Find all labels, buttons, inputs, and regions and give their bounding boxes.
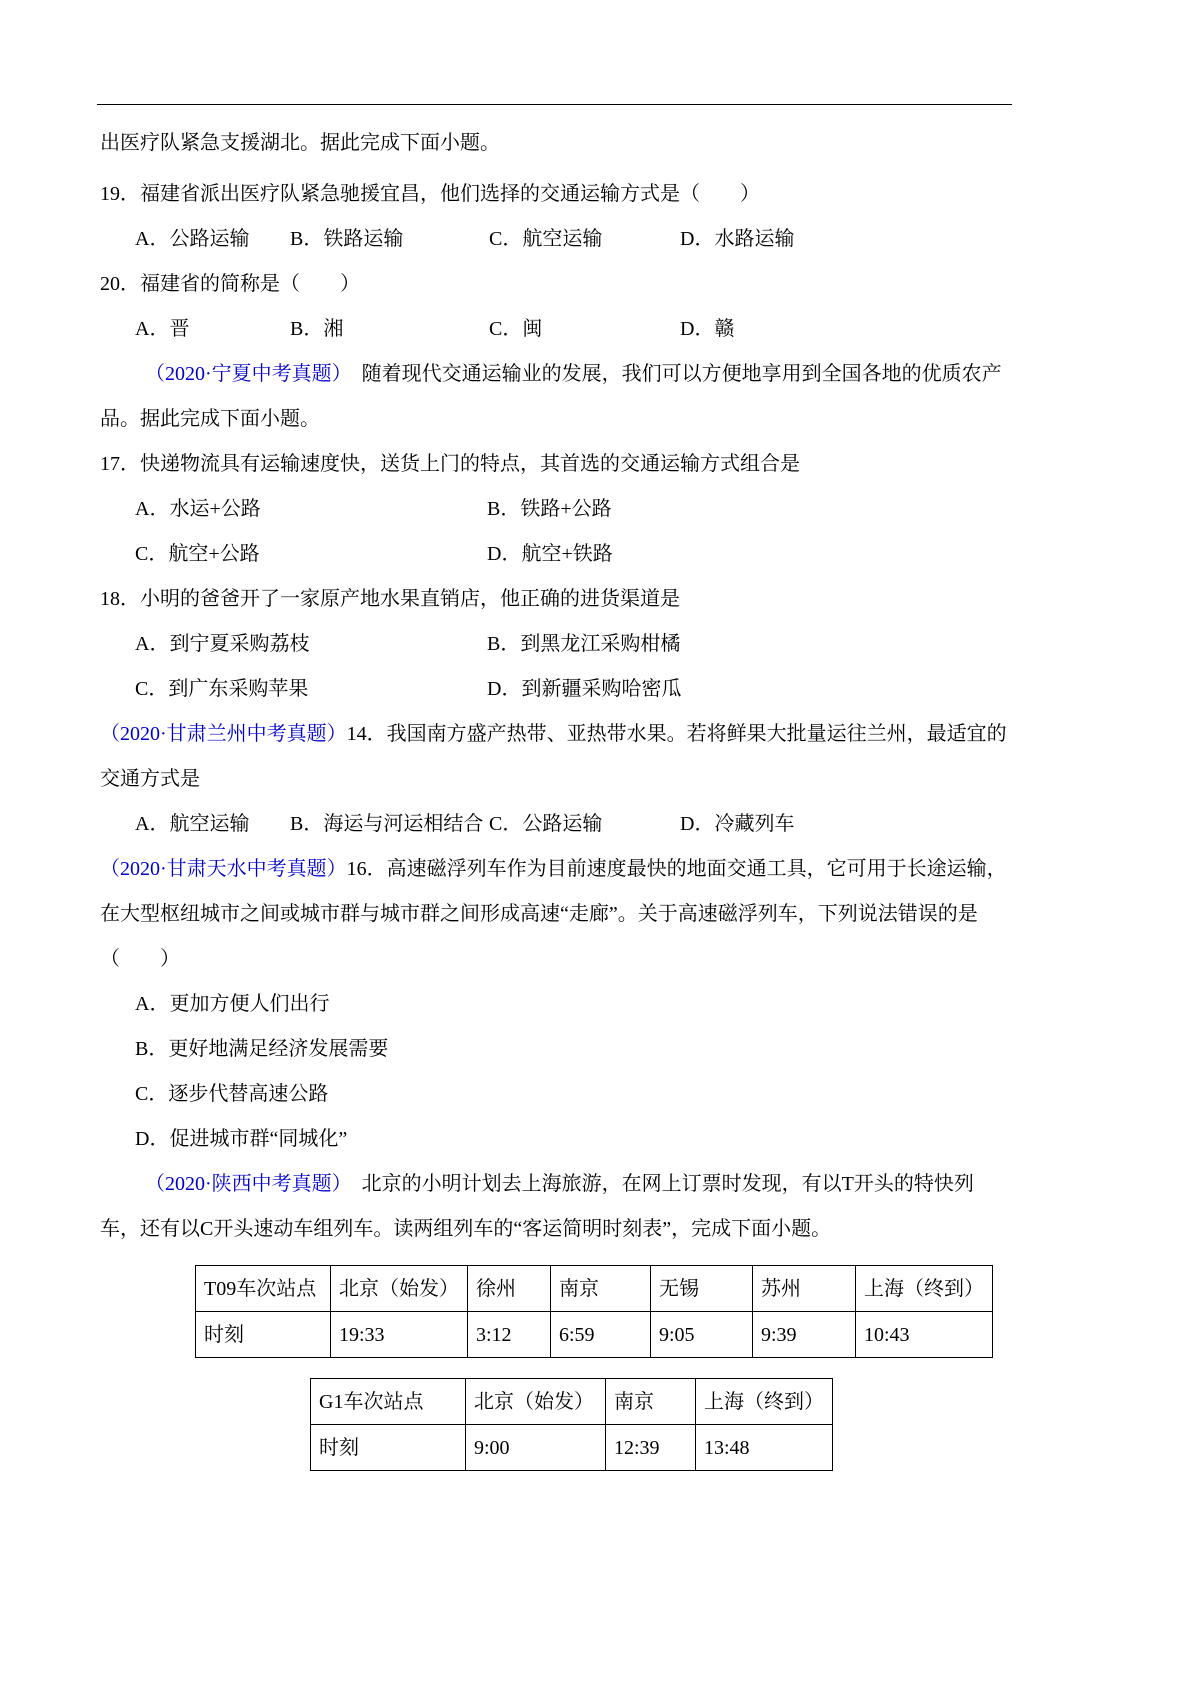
- question-16-option-a: A．更加方便人们出行: [135, 993, 330, 1015]
- option-b: B．到黑龙江采购柑橘: [487, 633, 681, 655]
- t09-times-row: [196, 1312, 993, 1358]
- table-cell: 苏州: [753, 1266, 856, 1312]
- table-cell: 9:00: [466, 1425, 606, 1471]
- table-cell: 南京: [551, 1266, 651, 1312]
- source-tag-lanzhou: （2020·甘肃兰州中考真题）: [100, 723, 347, 745]
- table-cell: 时刻: [311, 1425, 466, 1471]
- table-cell: 徐州: [468, 1266, 551, 1312]
- document-content: [100, 121, 1012, 1471]
- option-b: B．铁路运输: [290, 228, 404, 250]
- ningxia-intro-paragraph: [100, 352, 1012, 442]
- question-17-options-row-2: [100, 532, 1012, 577]
- question-16-option-b: B．更好地满足经济发展需要: [135, 1038, 389, 1060]
- option-b: B．铁路+公路: [487, 498, 612, 520]
- question-19-options: [100, 217, 1012, 262]
- option-a: A．晋: [135, 318, 190, 340]
- source-tag-tianshui: （2020·甘肃天水中考真题）: [100, 858, 347, 880]
- t09-header-row: [196, 1266, 993, 1312]
- option-a: A．公路运输: [135, 228, 250, 250]
- option-a: A．航空运输: [135, 813, 250, 835]
- table-cell: 13:48: [696, 1425, 833, 1471]
- question-18-options-row-2: [100, 667, 1012, 712]
- option-c: C．航空+公路: [135, 543, 260, 565]
- option-c: C．公路运输: [489, 813, 603, 835]
- option-c: C．航空运输: [489, 228, 603, 250]
- question-20-stem: 20．福建省的简称是（ ）: [100, 273, 360, 295]
- question-17-stem: 17．快递物流具有运输速度快，送货上门的特点，其首选的交通运输方式组合是: [100, 453, 800, 475]
- page-header-rule: [97, 104, 1012, 105]
- option-b: B．湘: [290, 318, 344, 340]
- option-c: C．到广东采购苹果: [135, 678, 309, 700]
- option-d: D．赣: [680, 318, 735, 340]
- table-cell: G1车次站点: [311, 1379, 466, 1425]
- question-17-options-row-1: [100, 487, 1012, 532]
- question-14-options: [100, 802, 1012, 847]
- shaanxi-intro-text: 北京的小明计划去上海旅游，在网上订票时发现，有以T开头的特快列车，还有以C开头速动车组列车。读两组列车的“客运简明时刻表”，完成下面小题。: [100, 1173, 974, 1240]
- table-cell: 9:05: [651, 1312, 753, 1358]
- question-19-stem: 19．福建省派出医疗队紧急驰援宜昌，他们选择的交通运输方式是（ ）: [100, 183, 760, 205]
- table-cell: T09车次站点: [196, 1266, 331, 1312]
- shaanxi-intro-paragraph: [100, 1162, 1012, 1252]
- question-16-option-d: D．促进城市群“同城化”: [135, 1128, 348, 1150]
- ningxia-intro-text: 随着现代交通运输业的发展，我们可以方便地享用到全国各地的优质农产品。据此完成下面小题。: [100, 363, 1002, 430]
- question-14-paragraph: [100, 712, 1012, 802]
- option-c: C．闽: [489, 318, 543, 340]
- table-cell: 10:43: [856, 1312, 993, 1358]
- table-cell: 无锡: [651, 1266, 753, 1312]
- table-cell: 上海（终到）: [696, 1379, 833, 1425]
- option-d: D．冷藏列车: [680, 813, 795, 835]
- question-16-paragraph: [100, 847, 1012, 982]
- table-cell: 南京: [606, 1379, 696, 1425]
- table-cell: 6:59: [551, 1312, 651, 1358]
- option-b: B．海运与河运相结合: [290, 813, 484, 835]
- question-20-options: [100, 307, 1012, 352]
- table-cell: 12:39: [606, 1425, 696, 1471]
- option-a: A．水运+公路: [135, 498, 261, 520]
- intro-paragraph-hubei: 出医疗队紧急支援湖北。据此完成下面小题。: [100, 132, 500, 154]
- table-cell: 时刻: [196, 1312, 331, 1358]
- table-cell: 上海（终到）: [856, 1266, 993, 1312]
- option-a: A．到宁夏采购荔枝: [135, 633, 310, 655]
- question-18-stem: 18．小明的爸爸开了一家原产地水果直销店，他正确的进货渠道是: [100, 588, 680, 610]
- table-cell: 3:12: [468, 1312, 551, 1358]
- option-d: D．航空+铁路: [487, 543, 613, 565]
- question-18-options-row-1: [100, 622, 1012, 667]
- option-d: D．水路运输: [680, 228, 795, 250]
- source-tag-shaanxi: （2020·陕西中考真题）: [145, 1173, 342, 1195]
- table-cell: 北京（始发）: [331, 1266, 468, 1312]
- g1-train-timetable: [310, 1378, 833, 1471]
- question-16-option-c: C．逐步代替高速公路: [135, 1083, 329, 1105]
- t09-train-timetable: [195, 1265, 993, 1358]
- option-d: D．到新疆采购哈密瓜: [487, 678, 682, 700]
- question-16-stem: 16．高速磁浮列车作为目前速度最快的地面交通工具，它可用于长途运输，在大型枢纽城市之间或城市群与城市群之间形成高速“走廊”。关于高速磁浮列车，下列说法错误的是（ ）: [100, 858, 1007, 970]
- table-cell: 19:33: [331, 1312, 468, 1358]
- g1-times-row: [311, 1425, 833, 1471]
- g1-header-row: [311, 1379, 833, 1425]
- question-14-stem: 14．我国南方盛产热带、亚热带水果。若将鲜果大批量运往兰州，最适宜的交通方式是: [100, 723, 1007, 790]
- source-tag-ningxia: （2020·宁夏中考真题）: [145, 363, 342, 385]
- table-cell: 9:39: [753, 1312, 856, 1358]
- table-cell: 北京（始发）: [466, 1379, 606, 1425]
